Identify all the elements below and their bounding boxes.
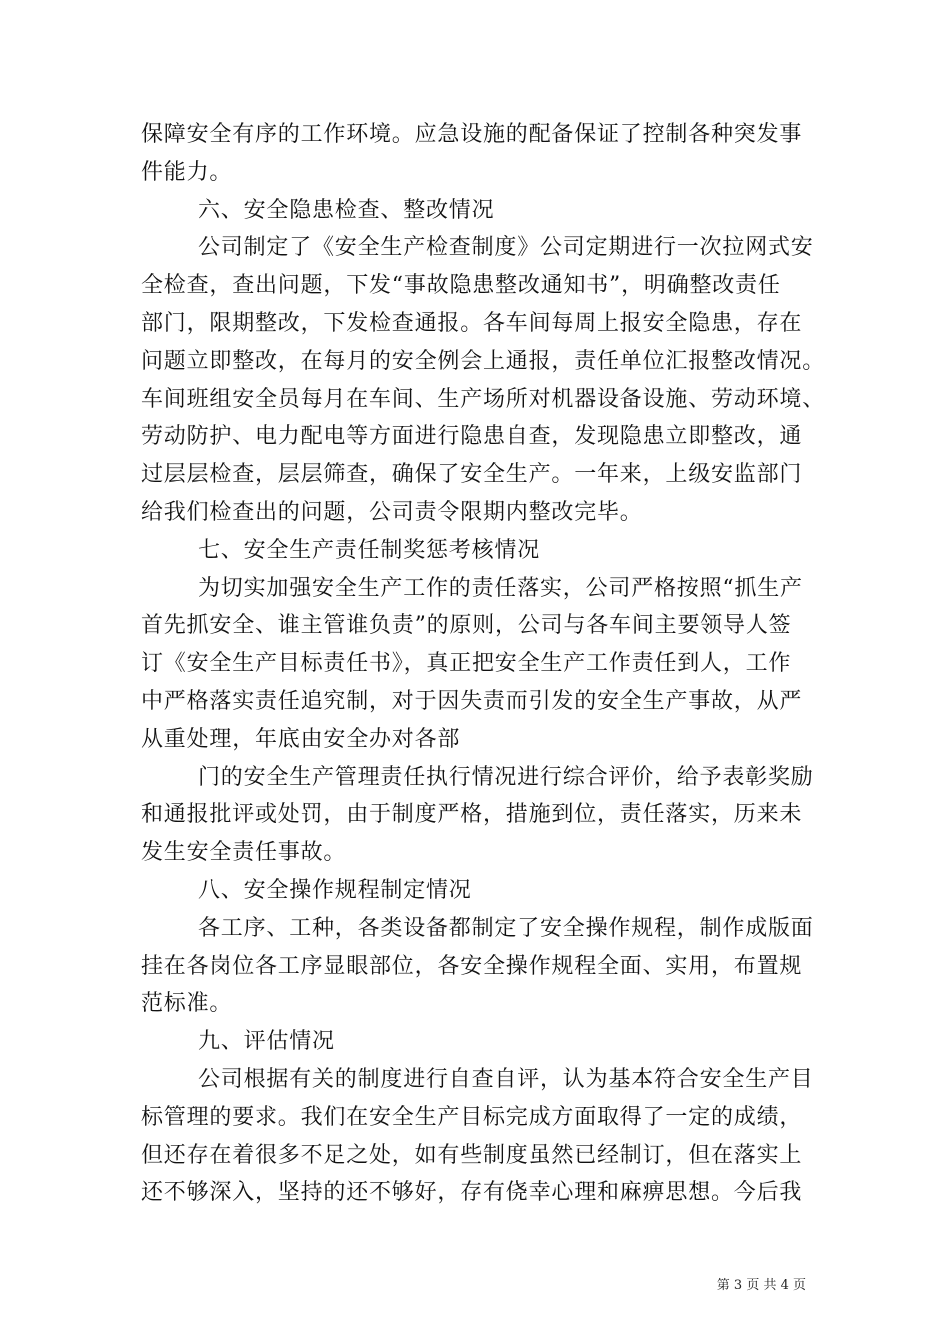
text-line: 问题立即整改，在每月的安全例会上通报，责任单位汇报整改情况。 xyxy=(141,348,826,374)
page-number: 第 3 页 共 4 页 xyxy=(716,1278,806,1293)
text-line: 中严格落实责任追究制，对于因失责而引发的安全生产事故，从严 xyxy=(141,688,803,714)
text-line: 六、安全隐患检查、整改情况 xyxy=(198,197,495,223)
text-line: 但还存在着很多不足之处，如有些制度虽然已经制订，但在落实上 xyxy=(141,1142,803,1168)
text-line: 劳动防护、电力配电等方面进行隐患自查，发现隐患立即整改，通 xyxy=(141,424,803,450)
text-line: 全检查，查出问题，下发“事故隐患整改通知书”，明确整改责任 xyxy=(141,273,781,299)
text-line: 范标准。 xyxy=(141,991,233,1017)
text-line: 车间班组安全员每月在车间、生产场所对机器设备设施、劳动环境、 xyxy=(141,386,826,412)
text-line: 从重处理，年底由安全办对各部 xyxy=(141,726,461,752)
text-line: 公司制定了《安全生产检查制度》公司定期进行一次拉网式安 xyxy=(198,235,814,261)
text-line: 标管理的要求。我们在安全生产目标完成方面取得了一定的成绩， xyxy=(141,1104,803,1130)
text-line: 门的安全生产管理责任执行情况进行综合评价，给予表彰奖励 xyxy=(198,764,814,790)
text-line: 订《安全生产目标责任书》，真正把安全生产工作责任到人，工作 xyxy=(141,651,792,677)
text-line: 挂在各岗位各工序显眼部位，各安全操作规程全面、实用，布置规 xyxy=(141,953,803,979)
text-line: 还不够深入，坚持的还不够好，存有侥幸心理和麻痹思想。今后我 xyxy=(141,1180,803,1206)
text-line: 和通报批评或处罚，由于制度严格，措施到位，责任落实，历来未 xyxy=(141,802,803,828)
text-line: 公司根据有关的制度进行自查自评，认为基本符合安全生产目 xyxy=(198,1066,814,1092)
text-line: 发生安全责任事故。 xyxy=(141,840,347,866)
text-line: 部门，限期整改，下发检查通报。各车间每周上报安全隐患，存在 xyxy=(141,310,803,336)
text-line: 保障安全有序的工作环境。应急设施的配备保证了控制各种突发事 xyxy=(141,122,803,147)
text-line: 八、安全操作规程制定情况 xyxy=(198,877,472,903)
text-line: 给我们检查出的问题，公司责令限期内整改完毕。 xyxy=(141,499,643,525)
text-line: 过层层检查，层层筛查，确保了安全生产。一年来，上级安监部门 xyxy=(141,462,803,488)
text-line: 首先抓安全、谁主管谁负责”的原则，公司与各车间主要领导人签 xyxy=(141,613,792,639)
text-line: 九、评估情况 xyxy=(198,1029,335,1055)
text-line: 为切实加强安全生产工作的责任落实，公司严格按照“抓生产 xyxy=(198,575,803,601)
text-line: 件能力。 xyxy=(141,159,233,185)
text-line: 七、安全生产责任制奖惩考核情况 xyxy=(198,537,541,563)
document-body xyxy=(141,116,825,1212)
text-line: 各工序、工种，各类设备都制定了安全操作规程，制作成版面 xyxy=(198,915,814,941)
